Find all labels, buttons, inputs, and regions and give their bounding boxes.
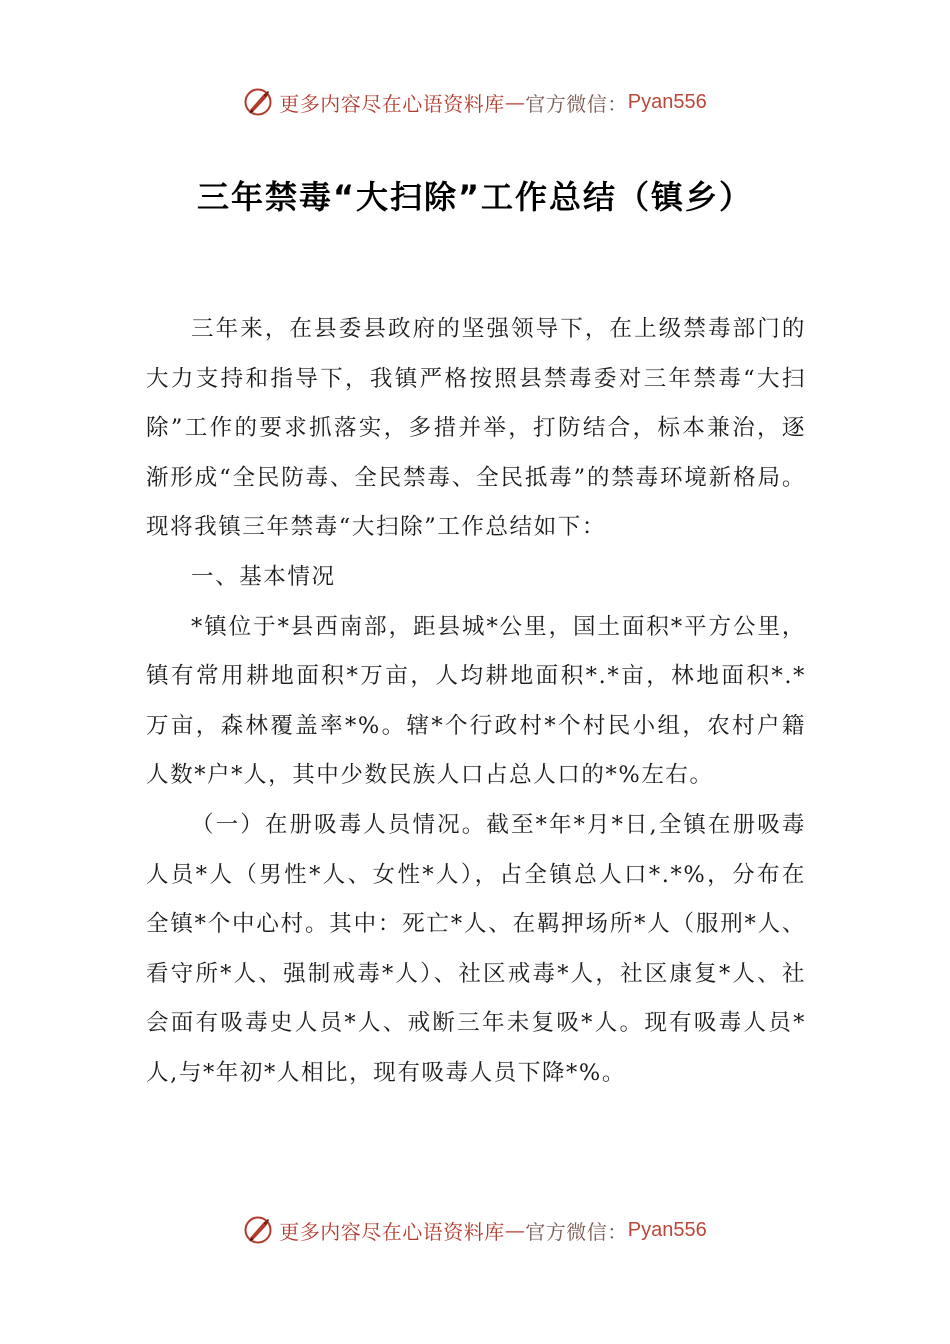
document-title: 三年禁毒“大扫除”工作总结（镇乡） xyxy=(196,178,754,216)
document-body xyxy=(146,305,806,1099)
watermark-site-name: 更多内容尽在心语资料库 xyxy=(279,91,505,116)
registered-drug-users-paragraph: （一）在册吸毒人员情况。截至*年*月*日,全镇在册吸毒人员*人（男性*人、女性*人），占全镇总人口*.*%，分布在全镇*个中心村。其中：死亡*人、在羁押场所*人（服刑*人、看守所*人、强制戒毒*人）、社区戒毒*人，社区康复*人、社会面有吸毒史人员*人、戒断三年未复吸*人。现有吸毒人员*人,与*年初*人相比，现有吸毒人员下降*%。 xyxy=(146,811,806,1086)
watermark-dash: — xyxy=(504,1218,526,1242)
watermark-wechat-label: 官方微信： xyxy=(525,1219,628,1244)
watermark-wechat-id: Pyan556 xyxy=(627,1218,707,1241)
watermark-wechat-label: 官方微信： xyxy=(525,91,628,116)
watermark-site-name: 更多内容尽在心语资料库 xyxy=(279,1219,505,1244)
watermark-wechat-id: Pyan556 xyxy=(627,90,707,113)
quill-pen-logo-icon xyxy=(243,87,273,117)
intro-paragraph: 三年来，在县委县政府的坚强领导下，在上级禁毒部门的大力支持和指导下，我镇严格按照县禁毒委对三年禁毒“大扫除”工作的要求抓落实，多措并举，打防结合，标本兼治，逐渐形成“全民防毒、全民禁毒、全民抵毒”的禁毒环境新格局。现将我镇三年禁毒“大扫除”工作总结如下： xyxy=(146,316,806,541)
quill-pen-logo-icon xyxy=(243,1215,273,1245)
footer-watermark xyxy=(0,1212,950,1248)
basic-situation-paragraph: *镇位于*县西南部，距县城*公里，国土面积*平方公里，镇有常用耕地面积*万亩，人均耕地面积*.*亩，林地面积*.*万亩，森林覆盖率*%。辖*个行政村*个村民小组，农村户籍人数*户*人，其中少数民族人口占总人口的*%左右。 xyxy=(146,613,806,789)
section-heading-basic-situation: 一、基本情况 xyxy=(191,563,336,590)
header-watermark xyxy=(0,84,950,120)
watermark-dash: — xyxy=(504,90,526,114)
